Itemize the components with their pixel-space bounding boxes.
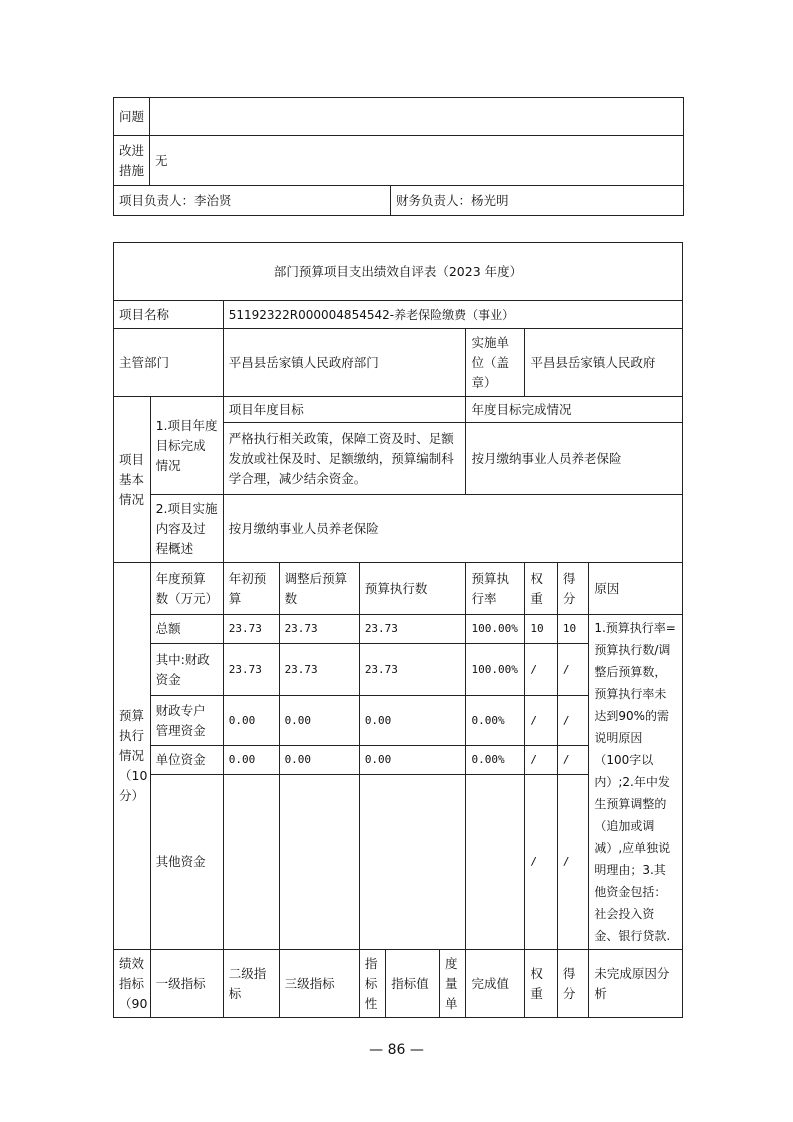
initial-budget: 23.73 — [223, 615, 279, 644]
summary-table — [113, 97, 684, 216]
budget-header: 预算执行率 — [466, 563, 525, 615]
impl-unit-label: 实施单位（盖章） — [466, 329, 525, 397]
goal-label: 1.项目年度目标完成情况 — [150, 397, 223, 495]
budget-header: 得分 — [557, 563, 588, 615]
score: / — [557, 696, 588, 746]
budget-header: 权重 — [525, 563, 558, 615]
perf-header: 未完成原因分析 — [589, 950, 683, 1018]
score: / — [557, 644, 588, 696]
perf-header: 指标性 — [359, 950, 385, 1018]
executed-budget — [359, 775, 466, 950]
perf-header: 权重 — [525, 950, 558, 1018]
goal-text: 严格执行相关政策，保障工资及时、足额发放或社保及时、足额缴纳，预算编制科学合理，减少结余资金。 — [223, 423, 466, 495]
content-label: 2.项目实施内容及过程概述 — [150, 495, 223, 563]
adjusted-budget: 0.00 — [279, 696, 359, 746]
perf-header: 三级指标 — [279, 950, 359, 1018]
weight: / — [525, 746, 558, 775]
impl-unit-value: 平昌县岳家镇人民政府 — [525, 329, 683, 397]
executed-budget: 0.00 — [359, 696, 466, 746]
budget-header: 年初预算 — [223, 563, 279, 615]
adjusted-budget: 23.73 — [279, 644, 359, 696]
budget-row — [114, 615, 683, 644]
perf-header: 度量单 — [440, 950, 466, 1018]
row-name: 总额 — [150, 615, 223, 644]
executed-budget: 23.73 — [359, 615, 466, 644]
score: / — [557, 746, 588, 775]
improve-label: 改进措施 — [114, 136, 150, 186]
finance-lead: 财务负责人：杨光明 — [391, 186, 684, 216]
perf-label: 绩效指标（90 — [114, 950, 151, 1018]
execution-rate: 100.00% — [466, 644, 525, 696]
adjusted-budget — [279, 775, 359, 950]
execution-rate: 100.00% — [466, 615, 525, 644]
project-name-value: 51192322R000004854542-养老保险缴费（事业） — [223, 301, 682, 329]
initial-budget: 0.00 — [223, 746, 279, 775]
initial-budget: 23.73 — [223, 644, 279, 696]
weight: 10 — [525, 615, 558, 644]
evaluation-form — [113, 242, 683, 1018]
weight: / — [525, 644, 558, 696]
adjusted-budget: 23.73 — [279, 615, 359, 644]
execution-rate: 0.00% — [466, 746, 525, 775]
budget-header: 调整后预算数 — [279, 563, 359, 615]
goal-header: 项目年度目标 — [223, 397, 466, 423]
dept-value: 平昌县岳家镇人民政府部门 — [223, 329, 466, 397]
budget-header: 原因 — [589, 563, 683, 615]
budget-header: 预算执行数 — [359, 563, 466, 615]
reason-text: 1.预算执行率=预算执行数/调整后预算数，预算执行率未达到90%的需说明原因（100字以内）;2.年中发生预算调整的（追加或调减）,应单独说明理由；3.其他资金包括：社会投入资金、银行贷款. — [589, 615, 683, 950]
initial-budget: 0.00 — [223, 696, 279, 746]
improve-value: 无 — [150, 136, 684, 186]
perf-header: 完成值 — [466, 950, 525, 1018]
initial-budget — [223, 775, 279, 950]
weight: / — [525, 775, 558, 950]
score: 10 — [557, 615, 588, 644]
perf-header: 二级指标 — [223, 950, 279, 1018]
execution-rate — [466, 775, 525, 950]
perf-header: 一级指标 — [150, 950, 223, 1018]
budget-label: 预算执行情况（10分） — [114, 563, 151, 950]
executed-budget: 23.73 — [359, 644, 466, 696]
score: / — [557, 775, 588, 950]
budget-header: 年度预算数（万元） — [150, 563, 223, 615]
execution-rate: 0.00% — [466, 696, 525, 746]
row-name: 其中:财政资金 — [150, 644, 223, 696]
basic-label: 项目基本情况 — [114, 397, 151, 563]
content-text: 按月缴纳事业人员养老保险 — [223, 495, 682, 563]
row-name: 单位资金 — [150, 746, 223, 775]
problem-label: 问题 — [114, 98, 150, 136]
goal-done-text: 按月缴纳事业人员养老保险 — [466, 423, 683, 495]
dept-label: 主管部门 — [114, 329, 224, 397]
perf-header: 指标值 — [386, 950, 440, 1018]
page-number: — 86 — — [369, 1042, 424, 1058]
problem-value — [150, 98, 684, 136]
perf-header: 得分 — [557, 950, 588, 1018]
row-name: 其他资金 — [150, 775, 223, 950]
form-title: 部门预算项目支出绩效自评表（2023 年度） — [114, 243, 683, 301]
row-name: 财政专户管理资金 — [150, 696, 223, 746]
project-lead: 项目负责人：李治贤 — [114, 186, 391, 216]
adjusted-budget: 0.00 — [279, 746, 359, 775]
executed-budget: 0.00 — [359, 746, 466, 775]
weight: / — [525, 696, 558, 746]
project-name-label: 项目名称 — [114, 301, 224, 329]
goal-done-header: 年度目标完成情况 — [466, 397, 683, 423]
